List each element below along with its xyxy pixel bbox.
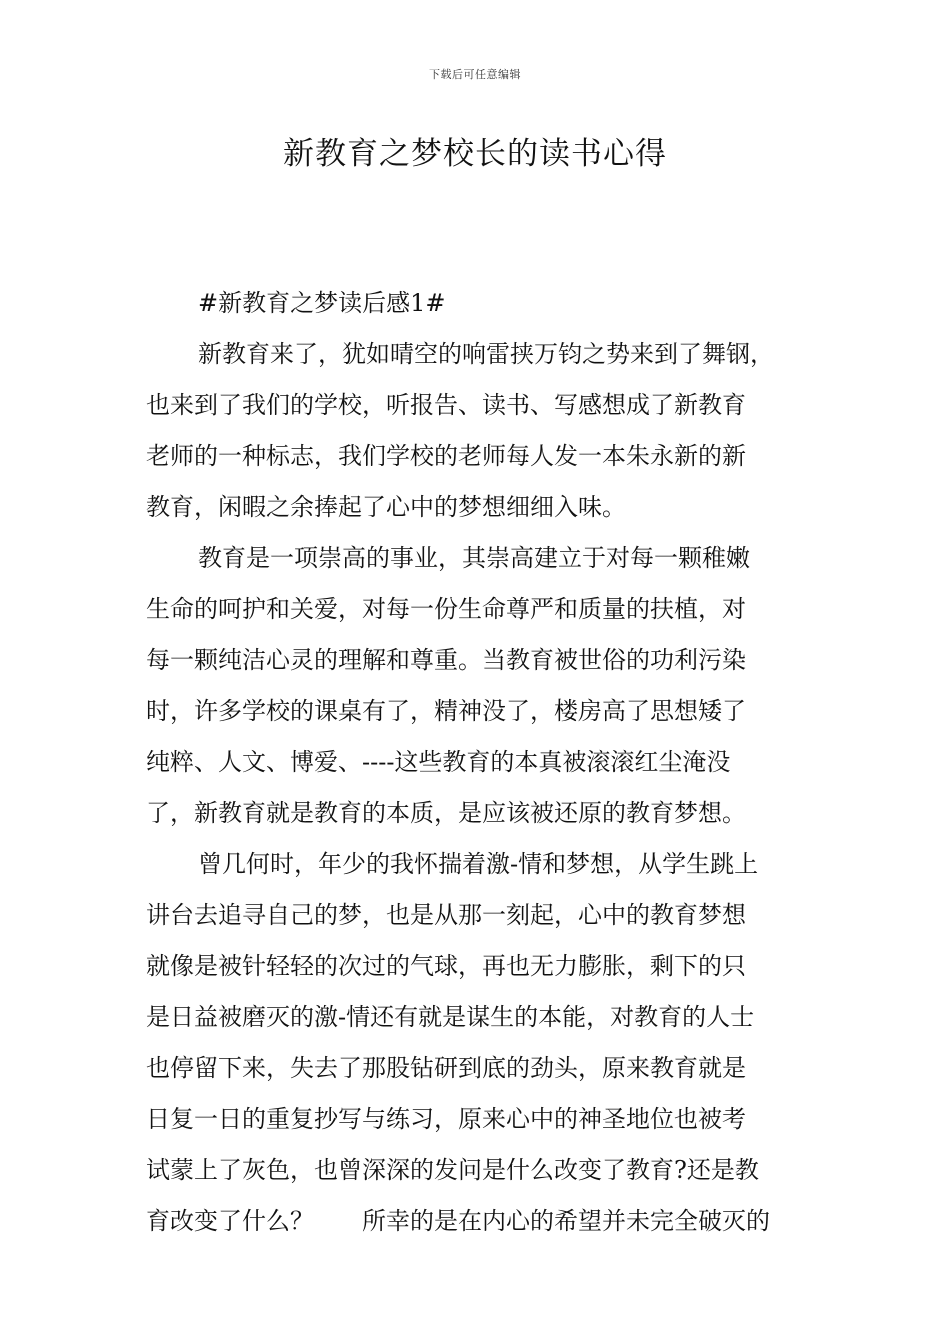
- text-line: #新教育之梦读后感1#: [198, 289, 446, 317]
- header-note: 下载后可任意编辑: [429, 68, 521, 81]
- text-line: 就像是被针轻轻的次过的气球，再也无力膨胀，剩下的只: [146, 952, 746, 980]
- text-line: 育改变了什么？ 所幸的是在内心的希望并未完全破灭的: [146, 1207, 770, 1235]
- text-line: 也来到了我们的学校，听报告、读书、写感想成了新教育: [146, 391, 746, 419]
- text-line: 纯粹、人文、博爱、----这些教育的本真被滚滚红尘淹没: [146, 748, 731, 776]
- text-line: 讲台去追寻自己的梦，也是从那一刻起，心中的教育梦想: [146, 901, 746, 929]
- text-line: 生命的呵护和关爱，对每一份生命尊严和质量的扶植，对: [146, 595, 746, 623]
- text-line: 试蒙上了灰色，也曾深深的发问是什么改变了教育?还是教: [146, 1156, 759, 1184]
- text-line: 曾几何时，年少的我怀揣着激-情和梦想，从学生跳上: [198, 850, 759, 878]
- text-line: 每一颗纯洁心灵的理解和尊重。当教育被世俗的功利污染: [146, 646, 746, 674]
- text-line: 也停留下来，失去了那股钻研到底的劲头，原来教育就是: [146, 1054, 746, 1082]
- text-line: 日复一日的重复抄写与练习，原来心中的神圣地位也被考: [146, 1105, 746, 1133]
- text-line: 了，新教育就是教育的本质，是应该被还原的教育梦想。: [146, 799, 746, 827]
- text-line: 教育，闲暇之余捧起了心中的梦想细细入味。: [146, 493, 626, 521]
- text-line: 教育是一项崇高的事业，其崇高建立于对每一颗稚嫩: [198, 544, 750, 572]
- text-line: 时，许多学校的课桌有了，精神没了，楼房高了思想矮了: [146, 697, 746, 725]
- text-line: 老师的一种标志，我们学校的老师每人发一本朱永新的新: [146, 442, 746, 470]
- document-body: [146, 278, 810, 1247]
- text-line: 新教育来了，犹如晴空的响雷挟万钧之势来到了舞钢，: [198, 340, 774, 368]
- document-title: 新教育之梦校长的读书心得: [283, 136, 667, 172]
- text-line: 是日益被磨灭的激-情还有就是谋生的本能，对教育的人士: [146, 1003, 755, 1031]
